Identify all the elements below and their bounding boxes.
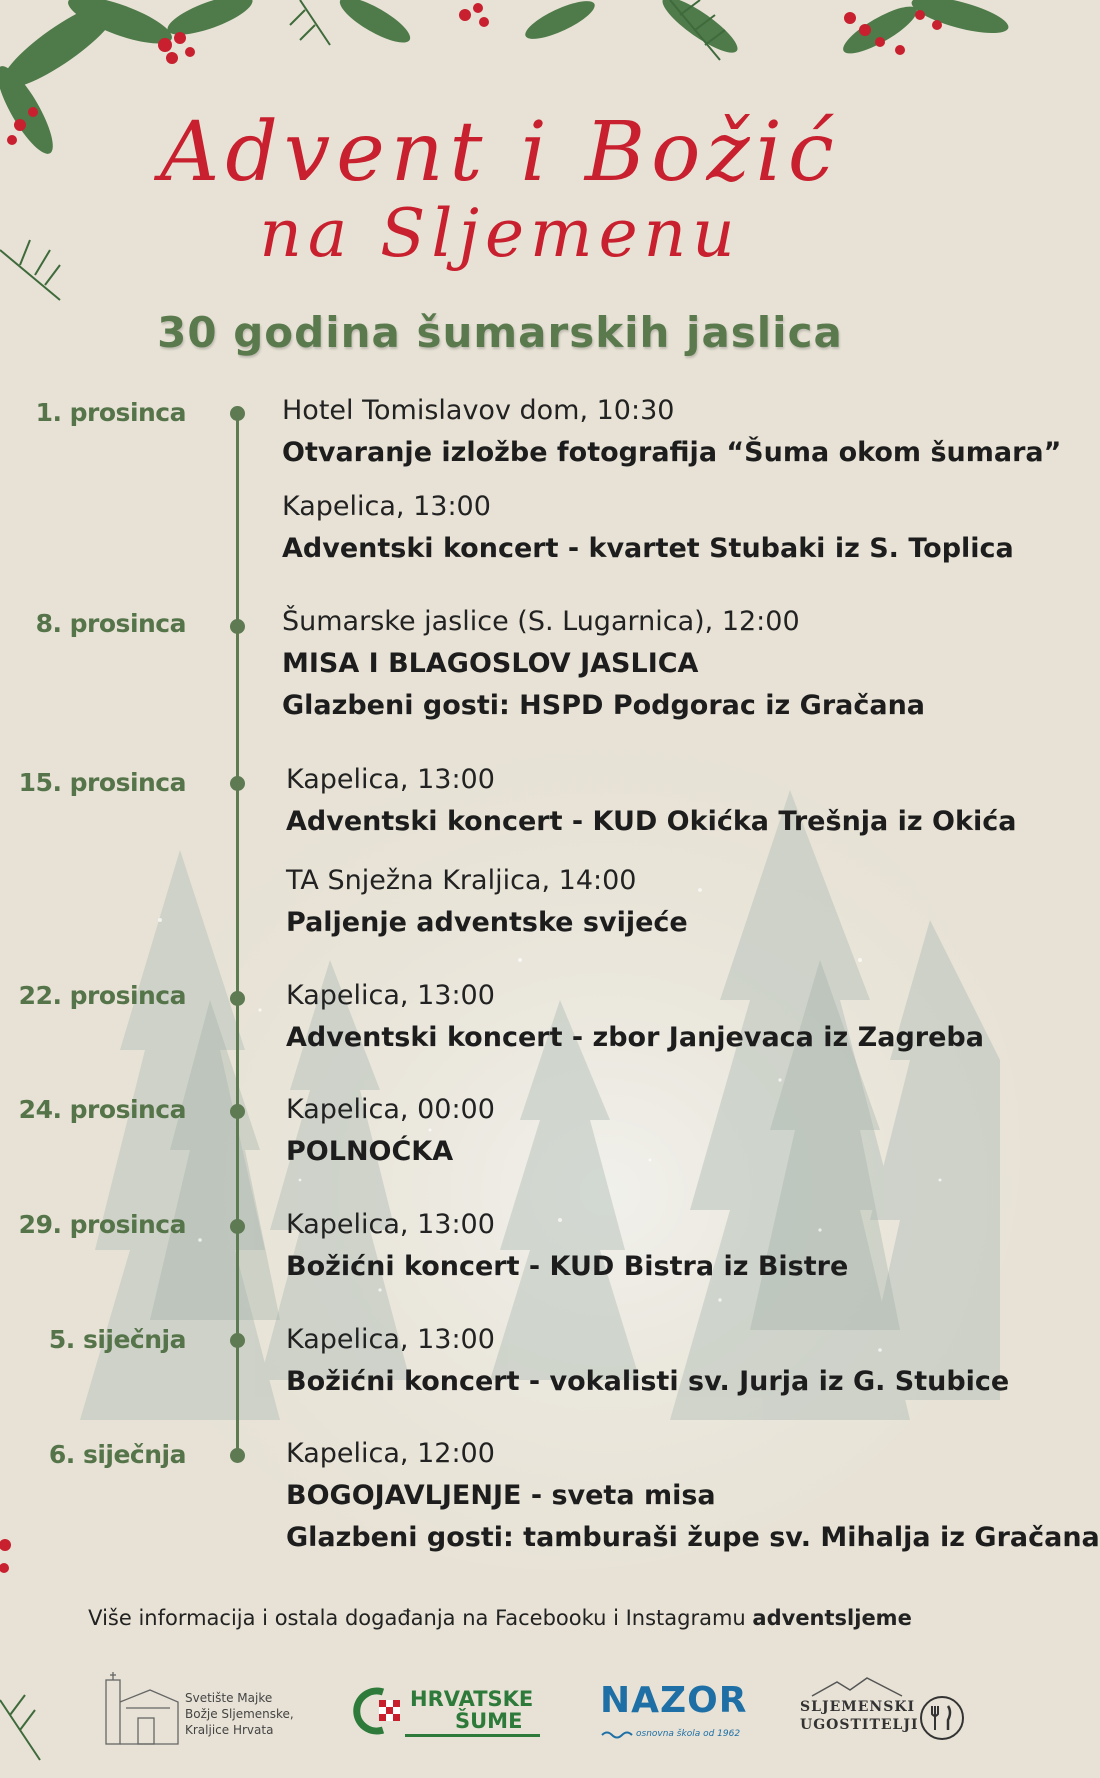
event-desc: Otvaranje izložbe fotografija “Šuma okom šumara” — [282, 437, 1062, 468]
timeline-dot — [230, 991, 245, 1006]
mountain-icon — [812, 1678, 902, 1698]
footer-note — [0, 1606, 1000, 1630]
footer-note-text: Više informacija i ostala događanja na Facebooku i Instagramu — [88, 1606, 753, 1630]
event — [282, 601, 925, 727]
event-place: Kapelica, 13:00 — [282, 491, 491, 522]
event-place: Šumarske jaslice (S. Lugarnica), 12:00 — [282, 606, 800, 637]
date-label: 1. prosinca — [35, 398, 186, 427]
date-label: 24. prosinca — [18, 1095, 186, 1124]
event-desc: Glazbeni gosti: HSPD Podgorac iz Gračana — [282, 690, 926, 721]
svetiste-logo — [100, 1672, 320, 1752]
hrvatske-text: HRVATSKE — [410, 1687, 534, 1711]
hrvatske-sume-emblem-icon — [355, 1686, 415, 1736]
event-desc: Adventski koncert - kvartet Stubaki iz S. Toplica — [282, 533, 1014, 564]
event — [282, 486, 1014, 570]
event-place: Kapelica, 12:00 — [286, 1438, 495, 1469]
svetiste-text-3: Kraljice Hrvata — [185, 1723, 274, 1737]
nazor-logo — [600, 1672, 748, 1752]
sume-text: ŠUME — [455, 1709, 523, 1733]
date-label: 5. siječnja — [48, 1325, 186, 1354]
subtitle: 30 godina šumarskih jaslica — [157, 308, 843, 357]
timeline-dot — [230, 1448, 245, 1463]
event — [286, 1319, 1009, 1403]
event-place: Kapelica, 13:00 — [286, 1324, 495, 1355]
event-desc: POLNOĆKA — [286, 1136, 454, 1167]
ugostitelji-text: UGOSTITELJI — [800, 1717, 919, 1733]
event-desc: Glazbeni gosti: tamburaši župe sv. Mihalja iz Gračana — [286, 1522, 1100, 1553]
svetiste-text-1: Svetište Majke — [185, 1691, 273, 1705]
event-place: TA Snježna Kraljica, 14:00 — [286, 865, 637, 896]
svetiste-text-2: Božje Sljemenske, — [185, 1707, 294, 1721]
event-place: Kapelica, 00:00 — [286, 1094, 495, 1125]
event-desc: Božićni koncert - KUD Bistra iz Bistre — [286, 1251, 849, 1282]
timeline-dot — [230, 619, 245, 634]
event-desc: Božićni koncert - vokalisti sv. Jurja iz G. Stubice — [286, 1366, 1010, 1397]
church-icon — [100, 1672, 180, 1748]
event-desc: MISA I BLAGOSLOV JASLICA — [282, 648, 699, 679]
event — [286, 1433, 1100, 1559]
event-desc: Adventski koncert - KUD Okićka Trešnja iz Okića — [286, 806, 1017, 837]
timeline-dot — [230, 406, 245, 421]
event — [282, 390, 1061, 474]
event-desc: BOGOJAVLJENJE - sveta misa — [286, 1480, 716, 1511]
event — [286, 975, 984, 1059]
event-place: Hotel Tomislavov dom, 10:30 — [282, 395, 675, 426]
event — [286, 860, 688, 944]
instagram-handle: adventsljeme — [752, 1606, 912, 1630]
event-place: Kapelica, 13:00 — [286, 764, 495, 795]
event-place: Kapelica, 13:00 — [286, 1209, 495, 1240]
event-place: Kapelica, 13:00 — [286, 980, 495, 1011]
title-line-1: Advent i Božić — [160, 105, 840, 200]
event — [286, 1204, 848, 1288]
nazor-subtitle: osnovna škola od 1962 — [636, 1729, 741, 1739]
timeline-dot — [230, 1333, 245, 1348]
date-label: 22. prosinca — [18, 981, 186, 1010]
date-label: 15. prosinca — [18, 768, 186, 797]
timeline-dot — [230, 1104, 245, 1119]
title-line-2: na Sljemenu — [259, 195, 741, 272]
sljemenski-text: SLJEMENSKI — [800, 1699, 916, 1715]
cutlery-icon — [918, 1694, 966, 1742]
event-desc: Paljenje adventske svijeće — [286, 907, 688, 938]
nazor-text: NAZOR — [600, 1680, 748, 1721]
timeline-dot — [230, 776, 245, 791]
event-desc: Adventski koncert - zbor Janjevaca iz Zagreba — [286, 1022, 984, 1053]
date-label: 29. prosinca — [18, 1210, 186, 1239]
event — [286, 759, 1016, 843]
date-label: 6. siječnja — [48, 1440, 186, 1469]
timeline-line — [236, 412, 239, 1462]
timeline-dot — [230, 1219, 245, 1234]
date-label: 8. prosinca — [35, 609, 186, 638]
hrvatske-sume-logo — [355, 1672, 540, 1752]
sljemenski-ugostitelji-logo — [800, 1672, 970, 1752]
hrvatske-sume-underline — [405, 1734, 540, 1737]
event — [286, 1089, 495, 1173]
